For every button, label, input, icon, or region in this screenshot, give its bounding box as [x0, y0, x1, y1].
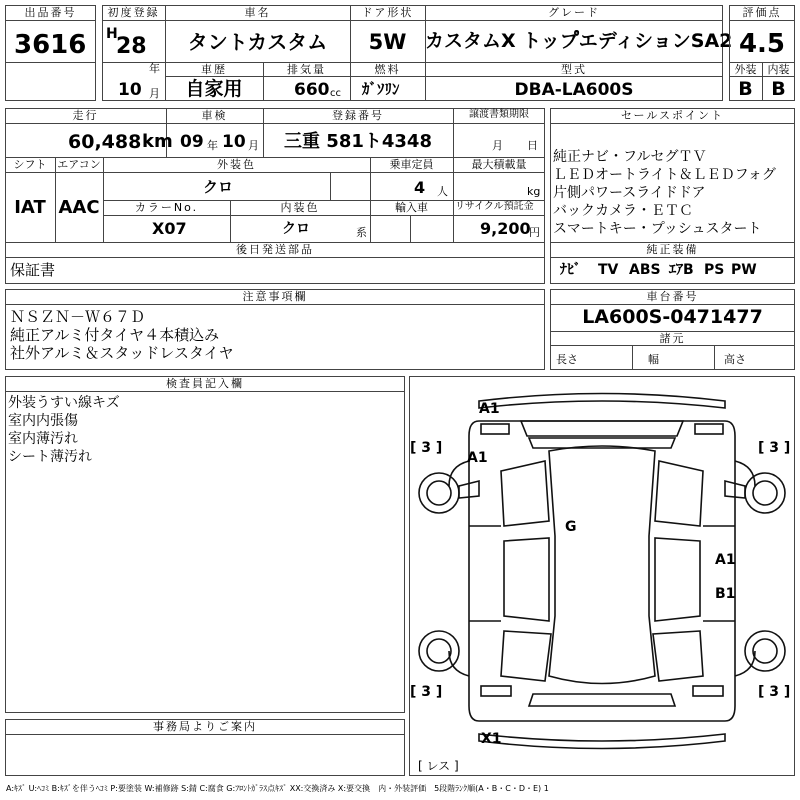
damage-mark-res: [ レス ] — [418, 759, 459, 773]
capacity: 4 — [414, 178, 426, 197]
reg-month: 10 — [118, 80, 142, 100]
recycle-label: リサイクル預託金 — [455, 201, 534, 212]
notes-line: ＮＳＺＮ－Ｗ６７Ｄ — [10, 308, 146, 326]
equipment-item: ﾅﾋﾞ — [560, 262, 581, 278]
history-label: 車歴 — [201, 63, 227, 76]
damage-mark-g-roof: G — [565, 519, 577, 535]
equipment-item: PW — [731, 262, 757, 278]
mileage-label: 走行 — [72, 109, 99, 122]
int-grade: B — [771, 78, 786, 100]
int-color-unit: 系 — [356, 226, 367, 239]
month-unit: 月 — [149, 87, 160, 100]
first-reg-label: 初度登録 — [107, 6, 160, 19]
notes-line: 社外アルミ＆スタッドレスタイヤ — [10, 344, 234, 362]
displacement: 660 — [294, 80, 330, 100]
plate-number: 三重 581ト4348 — [284, 131, 432, 152]
shift: IAT — [14, 197, 46, 218]
height-label: 高さ — [724, 353, 746, 366]
inspector-line: シート薄汚れ — [8, 449, 92, 465]
ext-grade: B — [738, 78, 753, 100]
sales-line: スマートキー・プッシュスタート — [553, 221, 762, 237]
damage-mark-x1-rear: X1 — [481, 731, 502, 747]
load-label: 最大積載量 — [471, 158, 527, 171]
reg-year: 28 — [116, 34, 147, 59]
office-label: 事務局よりご案内 — [153, 720, 257, 733]
notes-line: 純正アルミ付タイヤ４本積込み — [10, 326, 220, 344]
model-code: DBA-LA600S — [514, 80, 634, 100]
color-no-label: カラーNo. — [134, 201, 199, 214]
model-label: 型式 — [561, 63, 587, 76]
lot-label: 出品番号 — [24, 6, 77, 19]
history: 自家用 — [185, 78, 243, 100]
inspector-line: 室内内張傷 — [8, 413, 78, 429]
car-name: タントカスタム — [187, 30, 328, 54]
displacement-unit: cc — [330, 88, 341, 99]
inspection-month: 10 — [222, 132, 246, 152]
sales-line: 純正ナビ・フルセグＴＶ — [553, 149, 707, 165]
int-color-label: 内装色 — [280, 201, 320, 214]
grade-label: グレード — [548, 6, 600, 19]
inspector-line: 外装うすい線キズ — [8, 395, 120, 411]
shift-label: シフト — [13, 158, 47, 171]
tire-fr: [ 3 ] — [758, 440, 791, 456]
equipment-item: ｴｱB — [669, 262, 694, 278]
recycle-fee: 9,200 — [480, 219, 531, 238]
notes-label: 注意事項欄 — [242, 290, 308, 303]
fuel: ｶﾞｿﾘﾝ — [362, 80, 400, 98]
inspection-year-unit: 年 — [207, 139, 218, 152]
transfer-day-unit: 日 — [527, 139, 538, 152]
width-label: 幅 — [648, 353, 659, 366]
capacity-unit: 人 — [437, 185, 448, 198]
chassis-number: LA600S-0471477 — [582, 306, 763, 328]
later-parts-label: 後日発送部品 — [236, 243, 314, 256]
capacity-label: 乗車定員 — [389, 158, 434, 171]
score: 4.5 — [738, 29, 786, 59]
damage-mark-a1-hood: A1 — [467, 450, 488, 466]
inspection-month-unit: 月 — [248, 139, 259, 152]
inspection-year: 09 — [180, 132, 204, 152]
later-parts-value: 保証書 — [10, 261, 56, 279]
int-color: クロ — [282, 221, 310, 237]
legend: A:ｷｽﾞ U:ﾍｺﾐ B:ｷｽﾞを伴うﾍｺﾐ P:要塗装 W:補修跡 S:錆 C:腐食 G:ﾌﾛﾝﾄｶﾞﾗｽ点ｷｽﾞ XX:交換済み X:要交換 内・外装評価 5段階ﾗﾝｸ順(A・B・C・D・E) 1 — [6, 784, 549, 793]
equipment-label: 純正装備 — [646, 243, 699, 256]
door-label: ドア形状 — [361, 6, 414, 19]
door-type: 5W — [368, 30, 407, 54]
grade: カスタムX トップ゚エディションSA2 — [425, 30, 733, 52]
damage-mark-a1-top: A1 — [479, 401, 500, 417]
inspection-label: 車検 — [201, 109, 228, 122]
equipment-item: ABS — [629, 262, 661, 278]
year-unit: 年 — [149, 62, 160, 75]
displacement-label: 排気量 — [287, 63, 326, 76]
load-unit: kg — [527, 185, 541, 198]
car-name-label: 車名 — [244, 6, 271, 19]
transfer-label: 譲渡書類期限 — [469, 109, 529, 120]
mileage: 60,488 — [68, 131, 142, 153]
fuel-label: 燃料 — [374, 63, 401, 76]
plate-label: 登録番号 — [332, 109, 384, 122]
sales-line: 片側パワースライドドア — [553, 185, 706, 201]
ac-label: エアコン — [57, 158, 101, 171]
equipment-item: TV — [598, 262, 619, 278]
car-diagram — [409, 376, 795, 776]
ext-grade-label: 外装 — [734, 63, 757, 76]
tire-rl: [ 3 ] — [410, 684, 443, 700]
ext-color: クロ — [202, 178, 233, 196]
inspector-label: 検査員記入欄 — [166, 377, 244, 390]
damage-mark-a1-right: A1 — [715, 552, 736, 568]
ext-color-label: 外装色 — [217, 158, 256, 171]
dims-label: 諸元 — [659, 332, 686, 345]
ac: AAC — [58, 197, 100, 218]
transfer-month-unit: 月 — [492, 139, 503, 152]
lot-number: 3616 — [14, 30, 87, 60]
equipment-item: PS — [704, 262, 725, 278]
import-label: 輸入車 — [395, 201, 428, 214]
sales-label: セールスポイント — [620, 109, 724, 122]
tire-rr: [ 3 ] — [758, 684, 791, 700]
int-grade-label: 内装 — [767, 63, 790, 76]
recycle-unit: 円 — [529, 226, 540, 239]
mileage-unit: km — [142, 131, 173, 152]
color-no: X07 — [152, 219, 187, 238]
sales-line: ＬＥＤオートライト＆ＬＥＤフォグ — [553, 167, 776, 183]
length-label: 長さ — [556, 353, 578, 366]
sales-line: バックカメラ・ＥＴＣ — [553, 203, 693, 219]
damage-mark-b1-right: B1 — [715, 586, 736, 602]
inspector-line: 室内薄汚れ — [8, 431, 78, 447]
tire-fl: [ 3 ] — [410, 440, 443, 456]
era: H — [106, 26, 118, 42]
chassis-label: 車台番号 — [646, 290, 699, 303]
score-label: 評価点 — [742, 6, 782, 19]
